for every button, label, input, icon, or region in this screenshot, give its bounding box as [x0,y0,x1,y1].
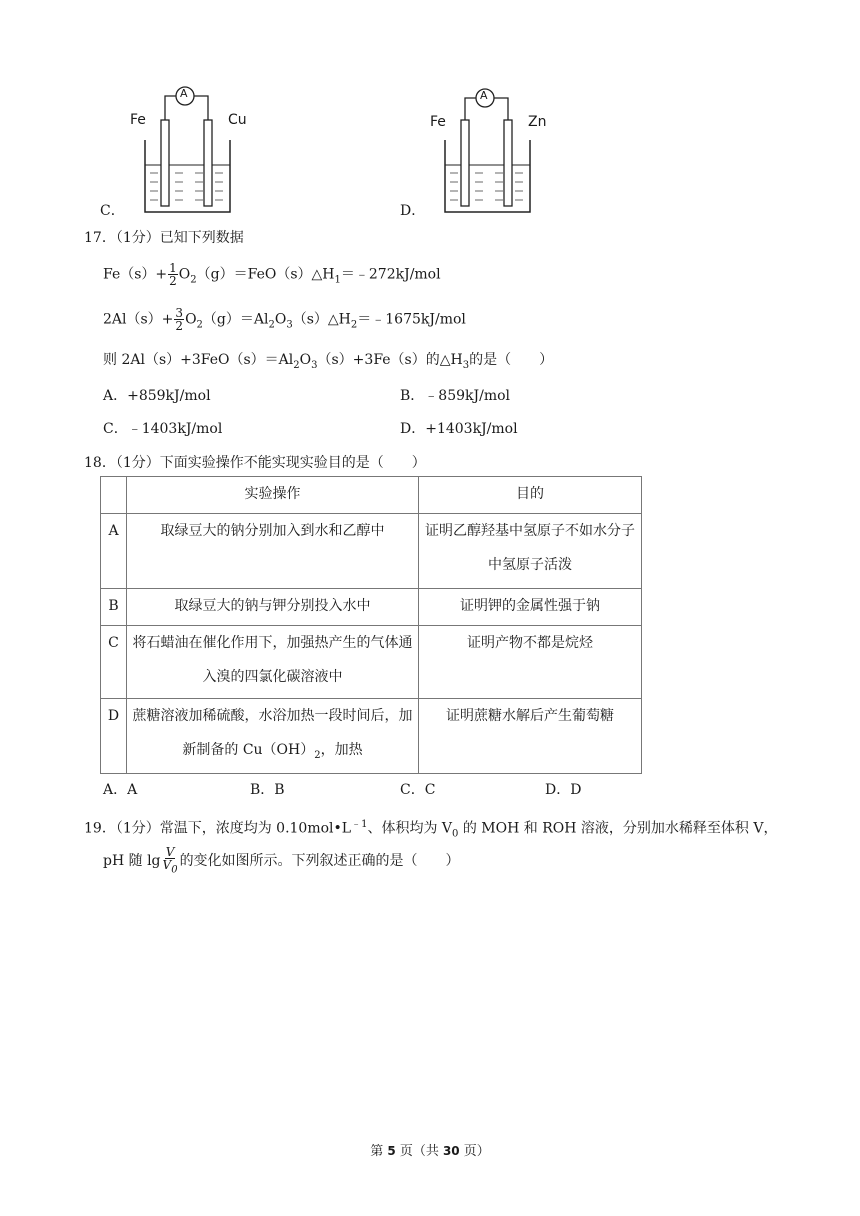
q18-stem: 18．（1分）下面实验操作不能实现实验目的是（ ） [84,455,426,471]
ammeter-label: A [180,87,188,100]
galvanic-cell-fe-cu [100,80,260,220]
electrode-label-fe: Fe [430,114,446,130]
table-row: C 将石蜡油在催化作用下，加强热产生的气体通入溴的四氯化碳溶液中 证明产物不都是烷烃 [101,626,642,699]
fraction-three-halves: $\frac{3}{2}$ [175,306,184,333]
experiment-table [100,476,642,774]
q17-equation-1: Fe（s）+ $\frac{1}{2}$ $O_2(g)=FeO(s)\triangle H_1=﹣272kJ$/mol [103,261,441,288]
electrode-label-fe: Fe [130,112,146,128]
fraction-half: $\frac{1}{2}$ [169,261,177,288]
q17-option-d[interactable]: D．+1403kJ/mol [400,421,518,437]
page-number: 5 [387,1144,396,1158]
q17-option-c[interactable]: C．﹣1403kJ/mol [103,421,223,437]
q19-stem-line-1: 19．（1分）常温下，浓度均为 $0.10mol•L^{﹣1}$、体积均为 $V_0$ 的 MOH 和 ROH 溶液，分别加水稀释至体积 V， [84,819,778,840]
q19-stem-line-2: pH 随 lg $\frac{V}{V_0}$ 的变化如图所示。下列叙述正确的是（ ） [103,845,460,876]
electrode-label-cu: Cu [228,112,247,128]
q18-option-d[interactable]: D．D [545,782,582,798]
q17-stem: 17．（1分）已知下列数据 [84,230,244,246]
table-row: D 蔗糖溶液加稀硫酸，水浴加热一段时间后，加新制备的 $Cu(OH)_2$，加热 证明蔗糖水解后产生葡萄糖 [101,699,642,774]
table-row: A 取绿豆大的钠分别加入到水和乙醇中 证明乙醇羟基中氢原子不如水分子中氢原子活泼 [101,514,642,589]
option-d-letter: D． [400,203,426,219]
fraction-v-over-v0: $\frac{V}{V_0}$ [162,845,178,876]
option-d-diagram [400,80,560,220]
option-c-diagram [100,80,260,220]
header-goal: 目的 [419,477,642,514]
q17-option-b[interactable]: B．﹣859kJ/mol [400,388,511,404]
q17-question: 则 $2Al(s)+3FeO(s)=Al_2O_3(s)+3Fe(s)$的$\triangle H_3$的是（ ） [103,352,554,371]
page-footer: 第 5 页（共 30 页） [370,1144,490,1159]
q18-option-b[interactable]: B．B [250,782,285,798]
q18-option-c[interactable]: C．C [400,782,436,798]
table-row: B 取绿豆大的钠与钾分别投入水中 证明钾的金属性强于钠 [101,589,642,626]
header-operation: 实验操作 [127,477,419,514]
table-header-row [101,477,642,514]
page-total: 30 [442,1144,460,1158]
ammeter-label: A [480,89,488,102]
q17-option-a[interactable]: A．+859kJ/mol [103,388,211,404]
electrode-label-zn: Zn [528,114,547,130]
q18-option-a[interactable]: A．A [103,782,138,798]
q17-equation-2: 2Al（s）+ $\frac{3}{2}$ $O_2(g)=Al_2O_3(s)\triangle H_2=﹣1675kJ$/mol [103,306,466,333]
option-c-letter: C． [100,203,125,219]
